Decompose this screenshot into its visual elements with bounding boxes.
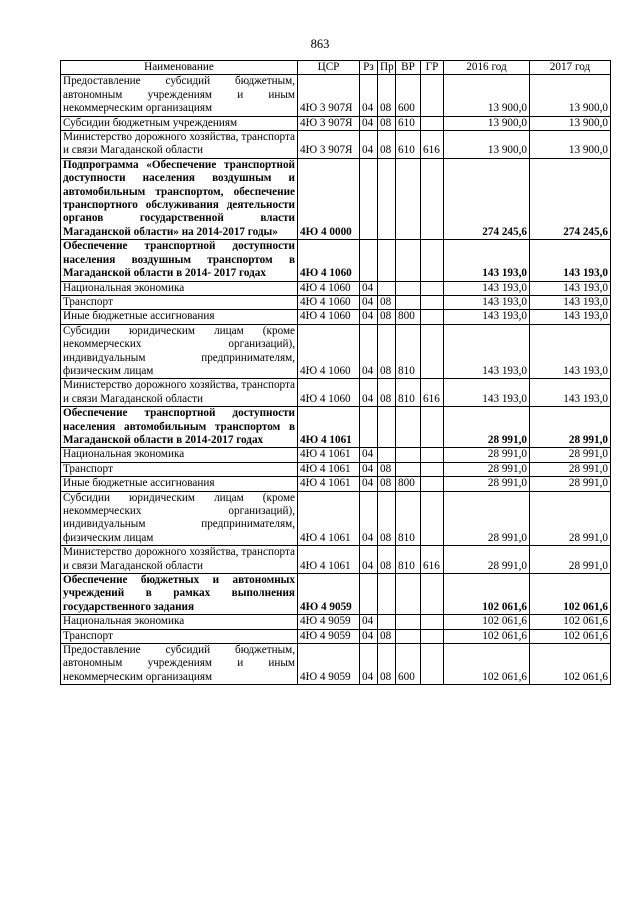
cell-2017: 13 900,0 [530,131,611,159]
cell-name: Транспорт [61,295,298,309]
cell-vr [396,574,421,615]
cell-rz [360,407,378,448]
cell-2016: 28 991,0 [444,448,530,462]
cell-gr [421,158,444,239]
cell-name: Предоставление субсидий бюджетным, автономным учреждениям и иным некоммерческим организациям [61,75,298,116]
cell-2016: 102 061,6 [444,644,530,685]
cell-gr [421,644,444,685]
cell-vr [396,295,421,309]
table-row [61,644,611,685]
cell-vr: 600 [396,75,421,116]
cell-csr: 4Ю 4 1061 [298,407,360,448]
cell-pr [378,448,396,462]
table-row [61,477,611,491]
cell-csr: 4Ю 4 1060 [298,310,360,324]
table-row [61,158,611,239]
cell-name: Субсидии юридическим лицам (кроме некоммерческих организаций), индивидуальным предпринимателям, физическим лицам [61,324,298,379]
cell-vr [396,281,421,295]
cell-pr: 08 [378,546,396,574]
cell-2017: 143 193,0 [530,281,611,295]
cell-rz: 04 [360,324,378,379]
cell-pr: 08 [378,629,396,643]
cell-pr: 08 [378,295,396,309]
cell-pr: 08 [378,462,396,476]
cell-csr: 4Ю 3 907Я [298,116,360,130]
cell-pr: 08 [378,644,396,685]
cell-2016: 102 061,6 [444,615,530,629]
cell-csr: 4Ю 4 1060 [298,379,360,407]
cell-rz [360,574,378,615]
cell-2016: 13 900,0 [444,131,530,159]
header-csr: ЦСР [298,61,360,75]
cell-2017: 143 193,0 [530,310,611,324]
cell-2017: 13 900,0 [530,75,611,116]
cell-gr [421,407,444,448]
cell-2016: 28 991,0 [444,407,530,448]
cell-vr [396,462,421,476]
cell-rz: 04 [360,281,378,295]
cell-rz: 04 [360,629,378,643]
cell-rz: 04 [360,644,378,685]
cell-2017: 28 991,0 [530,462,611,476]
cell-2017: 28 991,0 [530,448,611,462]
cell-pr: 08 [378,310,396,324]
cell-csr: 4Ю 4 0000 [298,158,360,239]
cell-name: Министерство дорожного хозяйства, транспорта и связи Магаданской области [61,379,298,407]
cell-name: Министерство дорожного хозяйства, транспорта и связи Магаданской области [61,131,298,159]
cell-2017: 28 991,0 [530,546,611,574]
cell-name: Обеспечение бюджетных и автономных учреждений в рамках выполнения государственного задания [61,574,298,615]
table-row [61,116,611,130]
cell-2016: 274 245,6 [444,158,530,239]
cell-2016: 143 193,0 [444,379,530,407]
cell-pr: 08 [378,491,396,546]
table-row [61,131,611,159]
cell-csr: 4Ю 4 1061 [298,477,360,491]
cell-gr [421,310,444,324]
cell-pr: 08 [378,379,396,407]
cell-name: Субсидии бюджетным учреждениям [61,116,298,130]
cell-csr: 4Ю 3 907Я [298,75,360,116]
table-row [61,407,611,448]
cell-rz: 04 [360,615,378,629]
cell-vr [396,407,421,448]
cell-vr [396,448,421,462]
cell-vr [396,615,421,629]
cell-2016: 143 193,0 [444,240,530,281]
table-row [61,281,611,295]
cell-csr: 4Ю 3 907Я [298,131,360,159]
header-gr: ГР [421,61,444,75]
cell-vr: 800 [396,477,421,491]
cell-rz: 04 [360,448,378,462]
cell-csr: 4Ю 4 1060 [298,240,360,281]
cell-2017: 28 991,0 [530,477,611,491]
cell-vr [396,240,421,281]
cell-name: Национальная экономика [61,448,298,462]
cell-gr [421,491,444,546]
cell-gr: 616 [421,131,444,159]
cell-name: Обеспечение транспортной доступности населения воздушным транспортом в Магаданской области в 2014- 2017 годах [61,240,298,281]
cell-rz: 04 [360,116,378,130]
table-row [61,240,611,281]
table-row [61,448,611,462]
cell-2017: 13 900,0 [530,116,611,130]
cell-2017: 102 061,6 [530,574,611,615]
table-body [61,75,611,685]
cell-csr: 4Ю 4 9059 [298,574,360,615]
cell-gr [421,281,444,295]
cell-pr: 08 [378,324,396,379]
cell-name: Подпрограмма «Обеспечение транспортной доступности населения воздушным и автомобильным транспортом, обеспечение транспортного обслуживания деятельности органов государственной власти Магаданской области» на 2014-2017 годы» [61,158,298,239]
cell-2017: 143 193,0 [530,324,611,379]
header-name: Наименование [61,61,298,75]
cell-2016: 28 991,0 [444,462,530,476]
cell-vr [396,629,421,643]
cell-vr: 810 [396,379,421,407]
cell-vr: 610 [396,131,421,159]
table-row [61,615,611,629]
cell-name: Иные бюджетные ассигнования [61,310,298,324]
table-row [61,574,611,615]
cell-name: Национальная экономика [61,281,298,295]
cell-2017: 102 061,6 [530,644,611,685]
cell-rz: 04 [360,75,378,116]
cell-gr [421,629,444,643]
cell-name: Транспорт [61,629,298,643]
cell-2016: 28 991,0 [444,546,530,574]
table-row [61,310,611,324]
cell-rz: 04 [360,546,378,574]
cell-2017: 143 193,0 [530,240,611,281]
cell-vr: 800 [396,310,421,324]
cell-gr [421,448,444,462]
cell-vr: 600 [396,644,421,685]
cell-rz: 04 [360,131,378,159]
header-2017: 2017 год [530,61,611,75]
cell-csr: 4Ю 4 1061 [298,448,360,462]
cell-2016: 13 900,0 [444,75,530,116]
cell-2016: 143 193,0 [444,310,530,324]
cell-rz [360,240,378,281]
cell-pr [378,574,396,615]
cell-gr [421,615,444,629]
cell-name: Иные бюджетные ассигнования [61,477,298,491]
table-row [61,75,611,116]
cell-vr [396,158,421,239]
table-row [61,462,611,476]
cell-2016: 143 193,0 [444,324,530,379]
header-pr: Пр [378,61,396,75]
cell-2017: 28 991,0 [530,491,611,546]
cell-csr: 4Ю 4 1060 [298,281,360,295]
cell-rz: 04 [360,477,378,491]
cell-pr: 08 [378,131,396,159]
cell-name: Обеспечение транспортной доступности населения автомобильным транспортом в Магаданской области в 2014-2017 годах [61,407,298,448]
cell-2017: 102 061,6 [530,629,611,643]
cell-gr [421,116,444,130]
cell-rz [360,158,378,239]
cell-gr [421,240,444,281]
table-row [61,379,611,407]
cell-csr: 4Ю 4 9059 [298,629,360,643]
cell-gr [421,75,444,116]
table-row [61,295,611,309]
cell-2016: 143 193,0 [444,295,530,309]
cell-vr: 810 [396,324,421,379]
cell-pr [378,281,396,295]
cell-rz: 04 [360,295,378,309]
cell-gr [421,574,444,615]
cell-pr: 08 [378,477,396,491]
cell-2017: 274 245,6 [530,158,611,239]
cell-rz: 04 [360,310,378,324]
table-header-row [61,61,611,75]
cell-rz: 04 [360,491,378,546]
cell-2017: 143 193,0 [530,295,611,309]
cell-name: Национальная экономика [61,615,298,629]
cell-csr: 4Ю 4 1061 [298,462,360,476]
cell-gr: 616 [421,546,444,574]
table-row [61,546,611,574]
cell-csr: 4Ю 4 1060 [298,324,360,379]
cell-pr: 08 [378,116,396,130]
header-2016: 2016 год [444,61,530,75]
cell-2017: 28 991,0 [530,407,611,448]
cell-2017: 143 193,0 [530,379,611,407]
cell-name: Предоставление субсидий бюджетным, автономным учреждениям и иным некоммерческим организациям [61,644,298,685]
header-rz: Рз [360,61,378,75]
cell-name: Транспорт [61,462,298,476]
cell-gr [421,295,444,309]
cell-csr: 4Ю 4 1061 [298,546,360,574]
cell-gr [421,462,444,476]
cell-pr [378,407,396,448]
cell-vr: 810 [396,546,421,574]
cell-csr: 4Ю 4 9059 [298,644,360,685]
cell-pr [378,615,396,629]
cell-2016: 143 193,0 [444,281,530,295]
table-row [61,629,611,643]
cell-gr: 616 [421,379,444,407]
cell-pr [378,158,396,239]
cell-vr: 610 [396,116,421,130]
cell-csr: 4Ю 4 9059 [298,615,360,629]
budget-table [60,60,611,685]
cell-csr: 4Ю 4 1061 [298,491,360,546]
cell-2017: 102 061,6 [530,615,611,629]
cell-csr: 4Ю 4 1060 [298,295,360,309]
cell-2016: 102 061,6 [444,629,530,643]
header-vr: ВР [396,61,421,75]
cell-name: Субсидии юридическим лицам (кроме некоммерческих организаций), индивидуальным предпринимателям, физическим лицам [61,491,298,546]
cell-2016: 13 900,0 [444,116,530,130]
cell-gr [421,324,444,379]
table-row [61,324,611,379]
cell-gr [421,477,444,491]
cell-rz: 04 [360,462,378,476]
cell-2016: 28 991,0 [444,477,530,491]
cell-pr: 08 [378,75,396,116]
cell-2016: 28 991,0 [444,491,530,546]
cell-name: Министерство дорожного хозяйства, транспорта и связи Магаданской области [61,546,298,574]
cell-2016: 102 061,6 [444,574,530,615]
page-number: 863 [310,37,330,51]
cell-pr [378,240,396,281]
table-row [61,491,611,546]
cell-vr: 810 [396,491,421,546]
cell-rz: 04 [360,379,378,407]
